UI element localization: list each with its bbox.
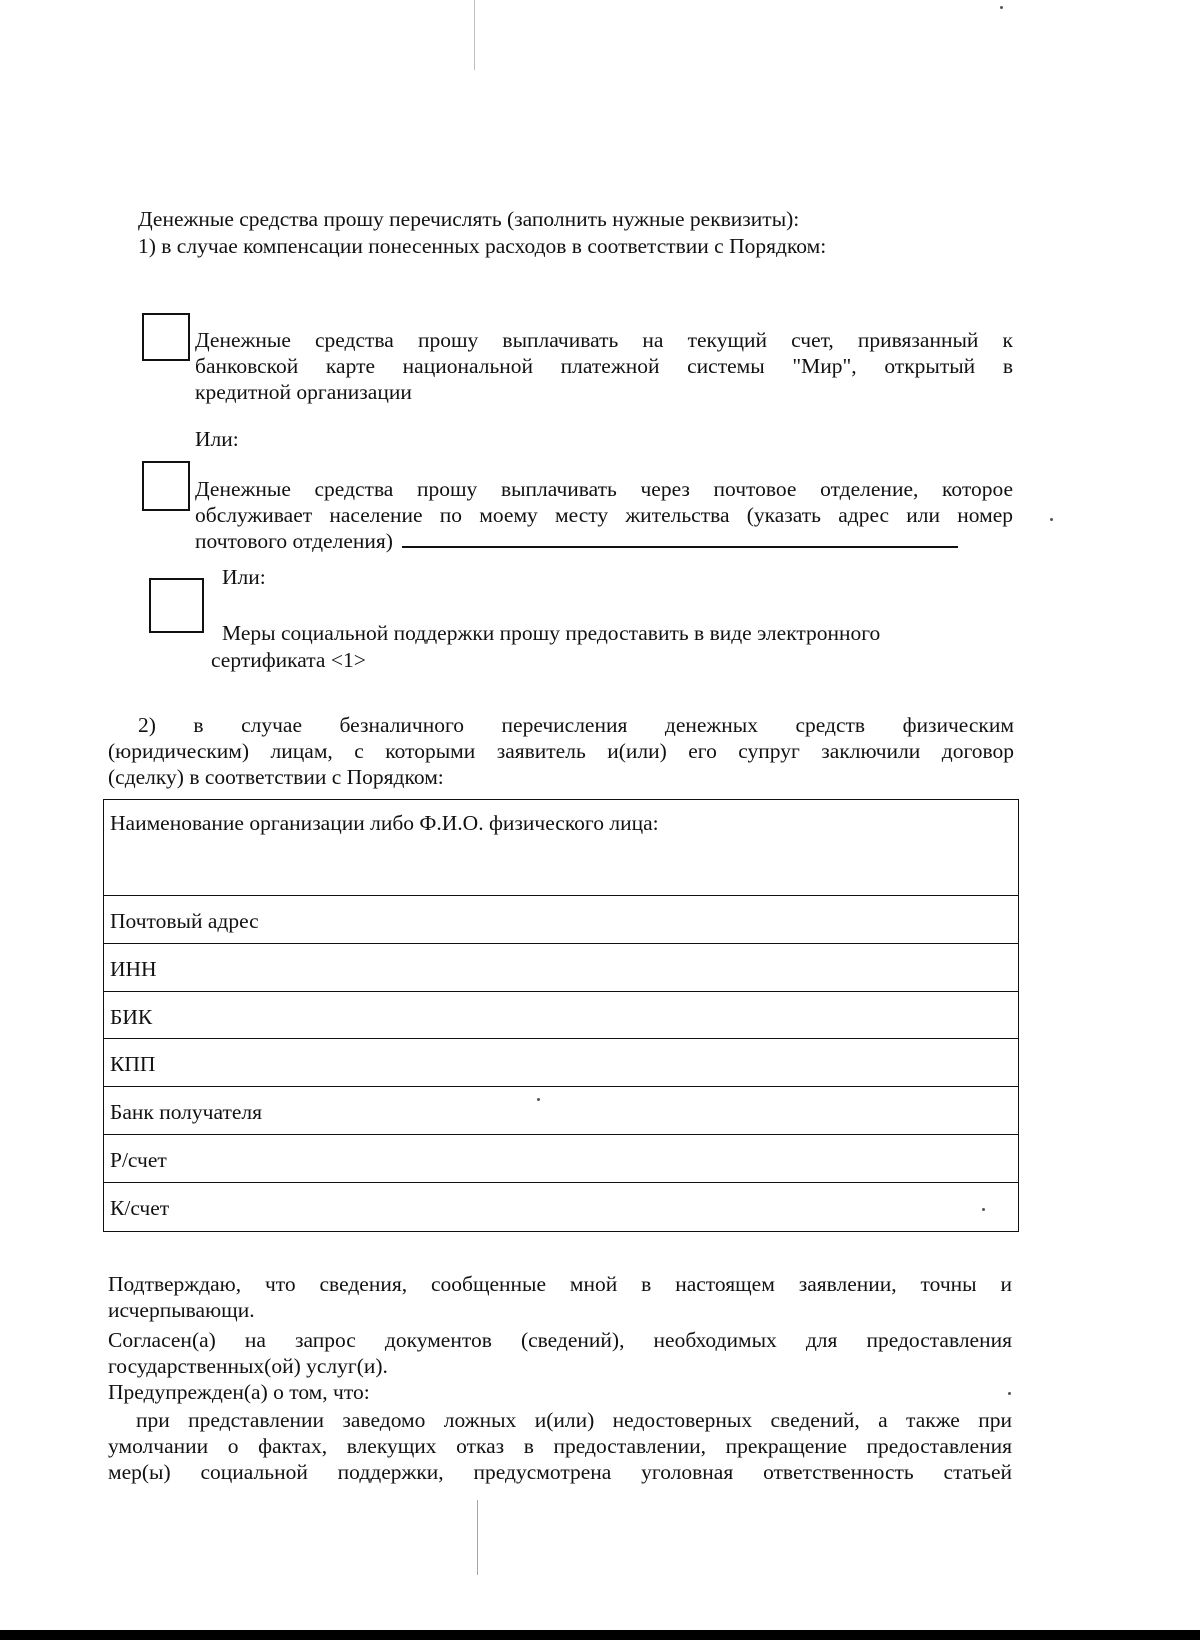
requisite-label: Наименование организации либо Ф.И.О. физического лица: [110, 811, 659, 835]
warning-line-1: при представлении заведомо ложных и(или) недостоверных сведений, а также при [136, 1408, 1012, 1432]
section2-line-2: (юридическим) лицам, с которыми заявитель и(или) его супруг заключили договор [108, 739, 1014, 763]
consent-line-1: Согласен(а) на запрос документов (сведений), необходимых для предоставления [108, 1328, 1012, 1352]
scan-fold-line-top [474, 0, 475, 70]
option2-line-1: Денежные средства прошу выплачивать через почтовое отделение, которое [195, 477, 1013, 501]
requisite-label: Почтовый адрес [110, 909, 259, 933]
scan-fold-line-bottom [477, 1500, 478, 1575]
scan-border-bottom [0, 1630, 1200, 1640]
option2-line-3: почтового отделения) [195, 529, 393, 553]
scan-speck [1000, 6, 1003, 9]
confirm-line-2: исчерпывающи. [108, 1298, 255, 1322]
option1-line-1: Денежные средства прошу выплачивать на текущий счет, привязанный к [195, 328, 1013, 352]
confirm-line-1: Подтверждаю, что сведения, сообщенные мной в настоящем заявлении, точны и [108, 1272, 1012, 1296]
option2-line-2: обслуживает население по моему месту жительства (указать адрес или номер [195, 503, 1013, 527]
scan-speck [982, 1208, 985, 1211]
checkbox-bank-card[interactable] [142, 313, 190, 361]
section2-line-3: (сделку) в соответствии с Порядком: [108, 765, 444, 789]
consent-line-2: государственных(ой) услуг(и). [108, 1354, 388, 1378]
requisite-row-bik[interactable] [104, 992, 1018, 1040]
requisite-label: КПП [110, 1052, 156, 1077]
requisite-label: К/счет [110, 1195, 170, 1220]
section2-line-1: 2) в случае безналичного перечисления денежных средств физическим [138, 713, 1014, 737]
requisite-row-recipient-bank[interactable] [104, 1087, 1018, 1135]
option2-line-3-row [195, 528, 958, 554]
option1-line-3: кредитной организации [195, 380, 412, 404]
requisite-row-inn[interactable] [104, 944, 1018, 992]
requisite-label: БИК [110, 1004, 153, 1029]
header-line-2: 1) в случае компенсации понесенных расходов в соответствии с Порядком: [138, 234, 827, 258]
warned-label: Предупрежден(а) о том, что: [108, 1380, 370, 1404]
requisite-row-name[interactable] [104, 800, 1018, 896]
checkbox-electronic-certificate[interactable] [149, 578, 204, 633]
requisites-table [103, 799, 1019, 1232]
requisite-row-kpp[interactable] [104, 1039, 1018, 1087]
option3-line-2: сертификата <1> [211, 648, 366, 672]
scan-speck [1050, 518, 1053, 521]
warning-line-3: мер(ы) социальной поддержки, предусмотрена уголовная ответственность статьей [108, 1460, 1012, 1484]
requisite-label: Банк получателя [110, 1100, 263, 1125]
scan-speck [537, 1098, 540, 1101]
checkbox-post-office[interactable] [142, 461, 190, 511]
option1-line-2: банковской карте национальной платежной системы "Мир", открытый в [195, 354, 1013, 378]
requisite-label: ИНН [110, 956, 157, 981]
warning-line-2: умолчании о фактах, влекущих отказ в предоставлении, прекращение предоставления [108, 1434, 1012, 1458]
scan-speck [1008, 1392, 1011, 1395]
requisite-row-correspondent-account[interactable] [104, 1183, 1018, 1231]
option3-line-1: Меры социальной поддержки прошу предоставить в виде электронного [222, 621, 881, 645]
or-label-1: Или: [195, 427, 239, 451]
requisite-row-postal-address[interactable] [104, 896, 1018, 944]
or-label-2: Или: [222, 565, 266, 589]
requisite-row-settlement-account[interactable] [104, 1135, 1018, 1183]
header-line-1: Денежные средства прошу перечислять (заполнить нужные реквизиты): [138, 207, 800, 231]
post-office-input[interactable] [402, 528, 958, 548]
requisite-label: Р/счет [110, 1147, 167, 1172]
